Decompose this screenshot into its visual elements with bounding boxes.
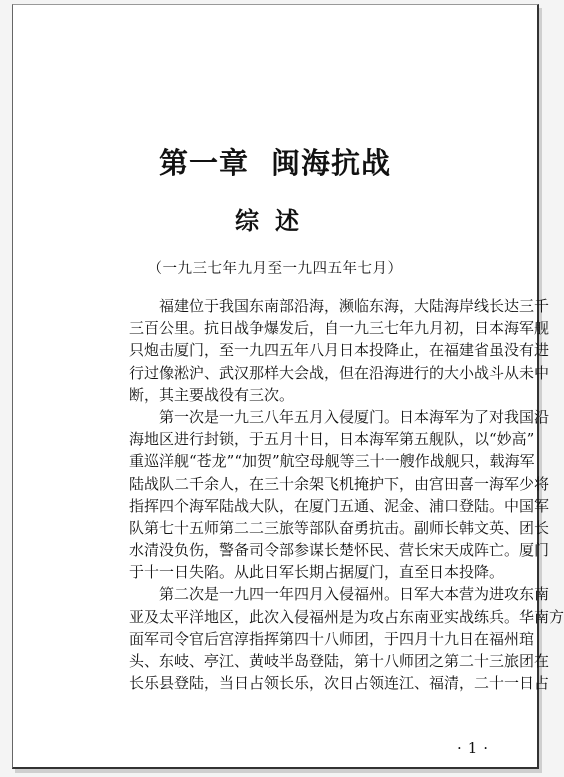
text-line: 行过像淞沪、武汉那样大会战，但在沿海进行的大小战斗从未中	[129, 363, 550, 382]
text-line: 海地区进行封锁，于五月十日，日本海军第五舰队，以“妙高”	[129, 430, 535, 449]
book-page	[12, 4, 564, 769]
page-number: ·1·	[457, 739, 495, 757]
text-line: 头、东岐、亭江、黄岐半岛登陆，第十八师团之第二十三旅团在	[129, 652, 550, 670]
text-line: 第一次是一九三八年五月入侵厦门。日本海军为了对我国沿	[129, 407, 550, 426]
text-line: 队第七十五师第二二三旅等部队奋勇抗击。副师长韩文英、团长	[129, 518, 550, 537]
text-line: 重巡洋舰“苍龙”“加贺”航空母舰等三十一艘作战舰只，载海军	[129, 452, 535, 471]
text-line: 水清没负伤，警备司令部参谋长楚怀民、营长宋天成阵亡。厦门	[129, 541, 550, 560]
text-line: 福建位于我国东南部沿海，濒临东海，大陆海岸线长达三千	[129, 297, 550, 315]
chapter-title	[13, 141, 537, 182]
text-line: 只炮击厦门，至一九四五年八月日本投降止，在福建省虽没有进	[129, 341, 550, 360]
text-line: 陆战队二千余人，在三十余架飞机掩护下，由宫田喜一海军少将	[129, 474, 550, 493]
text-line: 第二次是一九四一年四月入侵福州。日军大本营为进攻东南	[129, 585, 550, 604]
text-line: 面军司令官后宫淳指挥第四十八师团，于四月十九日在福州琯	[129, 629, 535, 648]
date-range: （一九三七年九月至一九四五年七月）	[147, 261, 403, 277]
text-line: 亚及太平洋地区，此次入侵福州是为攻占东南亚实战练兵。华南方	[129, 607, 564, 626]
chapter-name: 闽海抗战	[271, 146, 392, 180]
body-text	[129, 295, 564, 694]
section-title: 综述	[235, 207, 315, 235]
chapter-number: 第一章	[158, 146, 249, 180]
text-line: 三百公里。抗日战争爆发后，自一九三七年九月初，日本海军舰	[129, 319, 550, 338]
text-line: 断，其主要战役有三次。	[129, 385, 295, 404]
text-line: 长乐县登陆，当日占领长乐，次日占领连江、福清，二十一日占	[129, 674, 550, 693]
text-line: 于十一日失陷。从此日军长期占据厦门，直至日本投降。	[129, 563, 505, 582]
text-line: 指挥四个海军陆战大队，在厦门五通、泥金、浦口登陆。中国军	[129, 496, 550, 515]
